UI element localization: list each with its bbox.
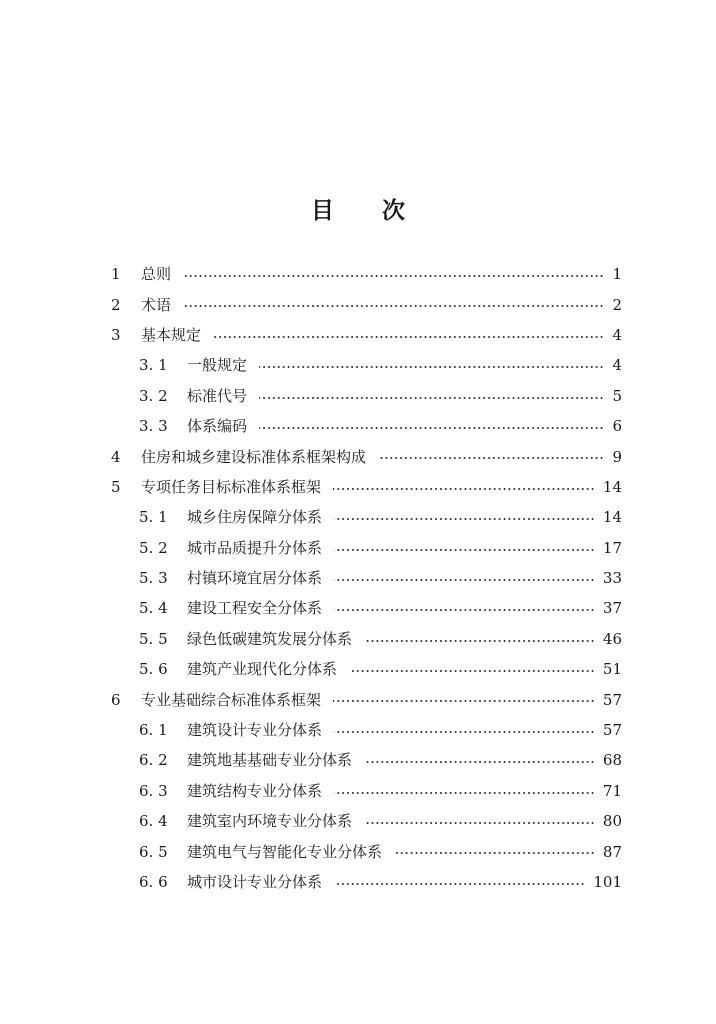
toc-entry-label: 建筑地基基础专业分体系	[187, 751, 353, 770]
toc-entry-label: 建筑结构专业分体系	[187, 781, 323, 800]
dot-leader	[364, 761, 595, 763]
toc-entry-label: 术语	[141, 295, 172, 314]
toc-entry-page-number: 14	[602, 508, 622, 527]
toc-entry-page-number: 6	[612, 417, 622, 436]
toc-entry[interactable]	[0, 867, 716, 897]
toc-entry-page-number: 68	[602, 751, 622, 770]
toc-entry-page-number: 57	[602, 690, 622, 709]
dot-leader	[333, 488, 595, 490]
toc-entry[interactable]	[0, 289, 716, 319]
table-of-contents	[0, 259, 716, 897]
toc-entry-label: 城市设计专业分体系	[187, 873, 323, 891]
toc-entry-page-number: 5	[612, 386, 622, 405]
toc-entry[interactable]	[0, 259, 716, 289]
toc-entry-label: 城市品质提升分体系	[187, 538, 323, 557]
title-char-2: 次	[382, 198, 405, 224]
toc-entry-number: 4	[111, 447, 121, 466]
toc-entry-label: 建筑产业现代化分体系	[187, 660, 338, 679]
dot-leader	[259, 397, 604, 399]
toc-entry-page-number: 4	[612, 356, 622, 375]
toc-entry-label: 专项任务目标标准体系框架	[141, 477, 322, 496]
toc-entry-label: 村镇环境宜居分体系	[187, 569, 323, 588]
toc-entry-label: 建筑电气与智能化专业分体系	[187, 842, 383, 861]
toc-entry[interactable]	[0, 502, 716, 532]
dot-leader	[259, 366, 604, 368]
toc-entry-number: 5	[111, 477, 121, 496]
toc-entry-label: 基本规定	[141, 325, 202, 344]
toc-entry-number: 6. 2	[139, 751, 168, 770]
toc-entry-page-number: 2	[612, 295, 622, 314]
dot-leader	[378, 457, 604, 459]
dot-leader	[364, 822, 595, 824]
toc-entry-number: 5. 3	[139, 569, 168, 588]
toc-entry[interactable]	[0, 472, 716, 502]
toc-entry-label: 标准代号	[187, 386, 248, 405]
toc-entry-page-number: 14	[602, 477, 622, 496]
dot-leader	[334, 518, 595, 520]
title-char-1: 目	[311, 198, 334, 224]
toc-entry-number: 3. 2	[139, 386, 168, 405]
dot-leader	[183, 275, 604, 277]
toc-entry[interactable]	[0, 441, 716, 471]
toc-entry[interactable]	[0, 776, 716, 806]
dot-leader	[334, 549, 595, 551]
toc-entry-label: 专业基础综合标准体系框架	[141, 690, 322, 709]
dot-leader	[183, 305, 604, 307]
dot-leader	[213, 336, 604, 338]
toc-entry-number: 5. 5	[139, 629, 168, 648]
toc-entry-number: 3. 3	[139, 417, 168, 436]
toc-entry[interactable]	[0, 715, 716, 745]
toc-entry-number: 5. 4	[139, 599, 168, 618]
toc-entry[interactable]	[0, 654, 716, 684]
dot-leader	[334, 609, 595, 611]
dot-leader	[334, 883, 585, 885]
dot-leader	[364, 640, 595, 642]
toc-entry-number: 5. 2	[139, 538, 168, 557]
toc-entry-label: 建筑设计专业分体系	[187, 721, 323, 740]
toc-entry-page-number: 51	[602, 660, 622, 679]
toc-entry-number: 6. 4	[139, 812, 168, 831]
toc-entry-number: 5. 6	[139, 660, 168, 679]
toc-entry-label: 建筑室内环境专业分体系	[187, 812, 353, 831]
toc-entry-label: 绿色低碳建筑发展分体系	[187, 629, 353, 648]
toc-entry[interactable]	[0, 563, 716, 593]
toc-entry[interactable]	[0, 806, 716, 836]
toc-entry-label: 总则	[141, 265, 172, 284]
toc-entry-page-number: 80	[602, 812, 622, 831]
toc-entry-number: 6. 1	[139, 721, 168, 740]
toc-entry-number: 1	[111, 265, 121, 284]
toc-entry[interactable]	[0, 836, 716, 866]
toc-entry-page-number: 57	[602, 721, 622, 740]
toc-entry-page-number: 37	[602, 599, 622, 618]
toc-entry-number: 6. 5	[139, 842, 168, 861]
toc-entry-page-number: 4	[612, 325, 622, 344]
toc-entry[interactable]	[0, 593, 716, 623]
dot-leader	[334, 792, 595, 794]
dot-leader	[259, 427, 604, 429]
toc-entry-page-number: 33	[602, 569, 622, 588]
toc-entry-label: 一般规定	[187, 356, 248, 375]
dot-leader	[334, 731, 595, 733]
toc-entry-number: 6. 6	[139, 873, 168, 891]
toc-entry-page-number: 101	[593, 873, 622, 891]
toc-entry[interactable]	[0, 381, 716, 411]
toc-entry-page-number: 9	[612, 447, 622, 466]
toc-entry-number: 6	[111, 690, 121, 709]
toc-entry-number: 2	[111, 295, 121, 314]
toc-entry[interactable]	[0, 684, 716, 714]
toc-entry-page-number: 17	[602, 538, 622, 557]
dot-leader	[334, 579, 595, 581]
toc-entry-number: 6. 3	[139, 781, 168, 800]
dot-leader	[333, 700, 595, 702]
toc-entry-page-number: 71	[602, 781, 622, 800]
toc-entry[interactable]	[0, 320, 716, 350]
toc-entry-label: 体系编码	[187, 417, 248, 436]
toc-entry-number: 5. 1	[139, 508, 168, 527]
toc-entry-label: 住房和城乡建设标准体系框架构成	[141, 447, 367, 466]
dot-leader	[394, 852, 595, 854]
toc-entry-label: 城乡住房保障分体系	[187, 508, 323, 527]
toc-entry-page-number: 1	[612, 265, 622, 284]
toc-entry[interactable]	[0, 350, 716, 380]
page-title	[0, 196, 716, 226]
toc-entry[interactable]	[0, 745, 716, 775]
toc-entry-number: 3	[111, 325, 121, 344]
toc-entry-page-number: 87	[602, 842, 622, 861]
dot-leader	[349, 670, 595, 672]
toc-entry[interactable]	[0, 624, 716, 654]
toc-entry-number: 3. 1	[139, 356, 168, 375]
toc-entry[interactable]	[0, 411, 716, 441]
toc-entry[interactable]	[0, 533, 716, 563]
toc-entry-page-number: 46	[602, 629, 622, 648]
toc-entry-label: 建设工程安全分体系	[187, 599, 323, 618]
